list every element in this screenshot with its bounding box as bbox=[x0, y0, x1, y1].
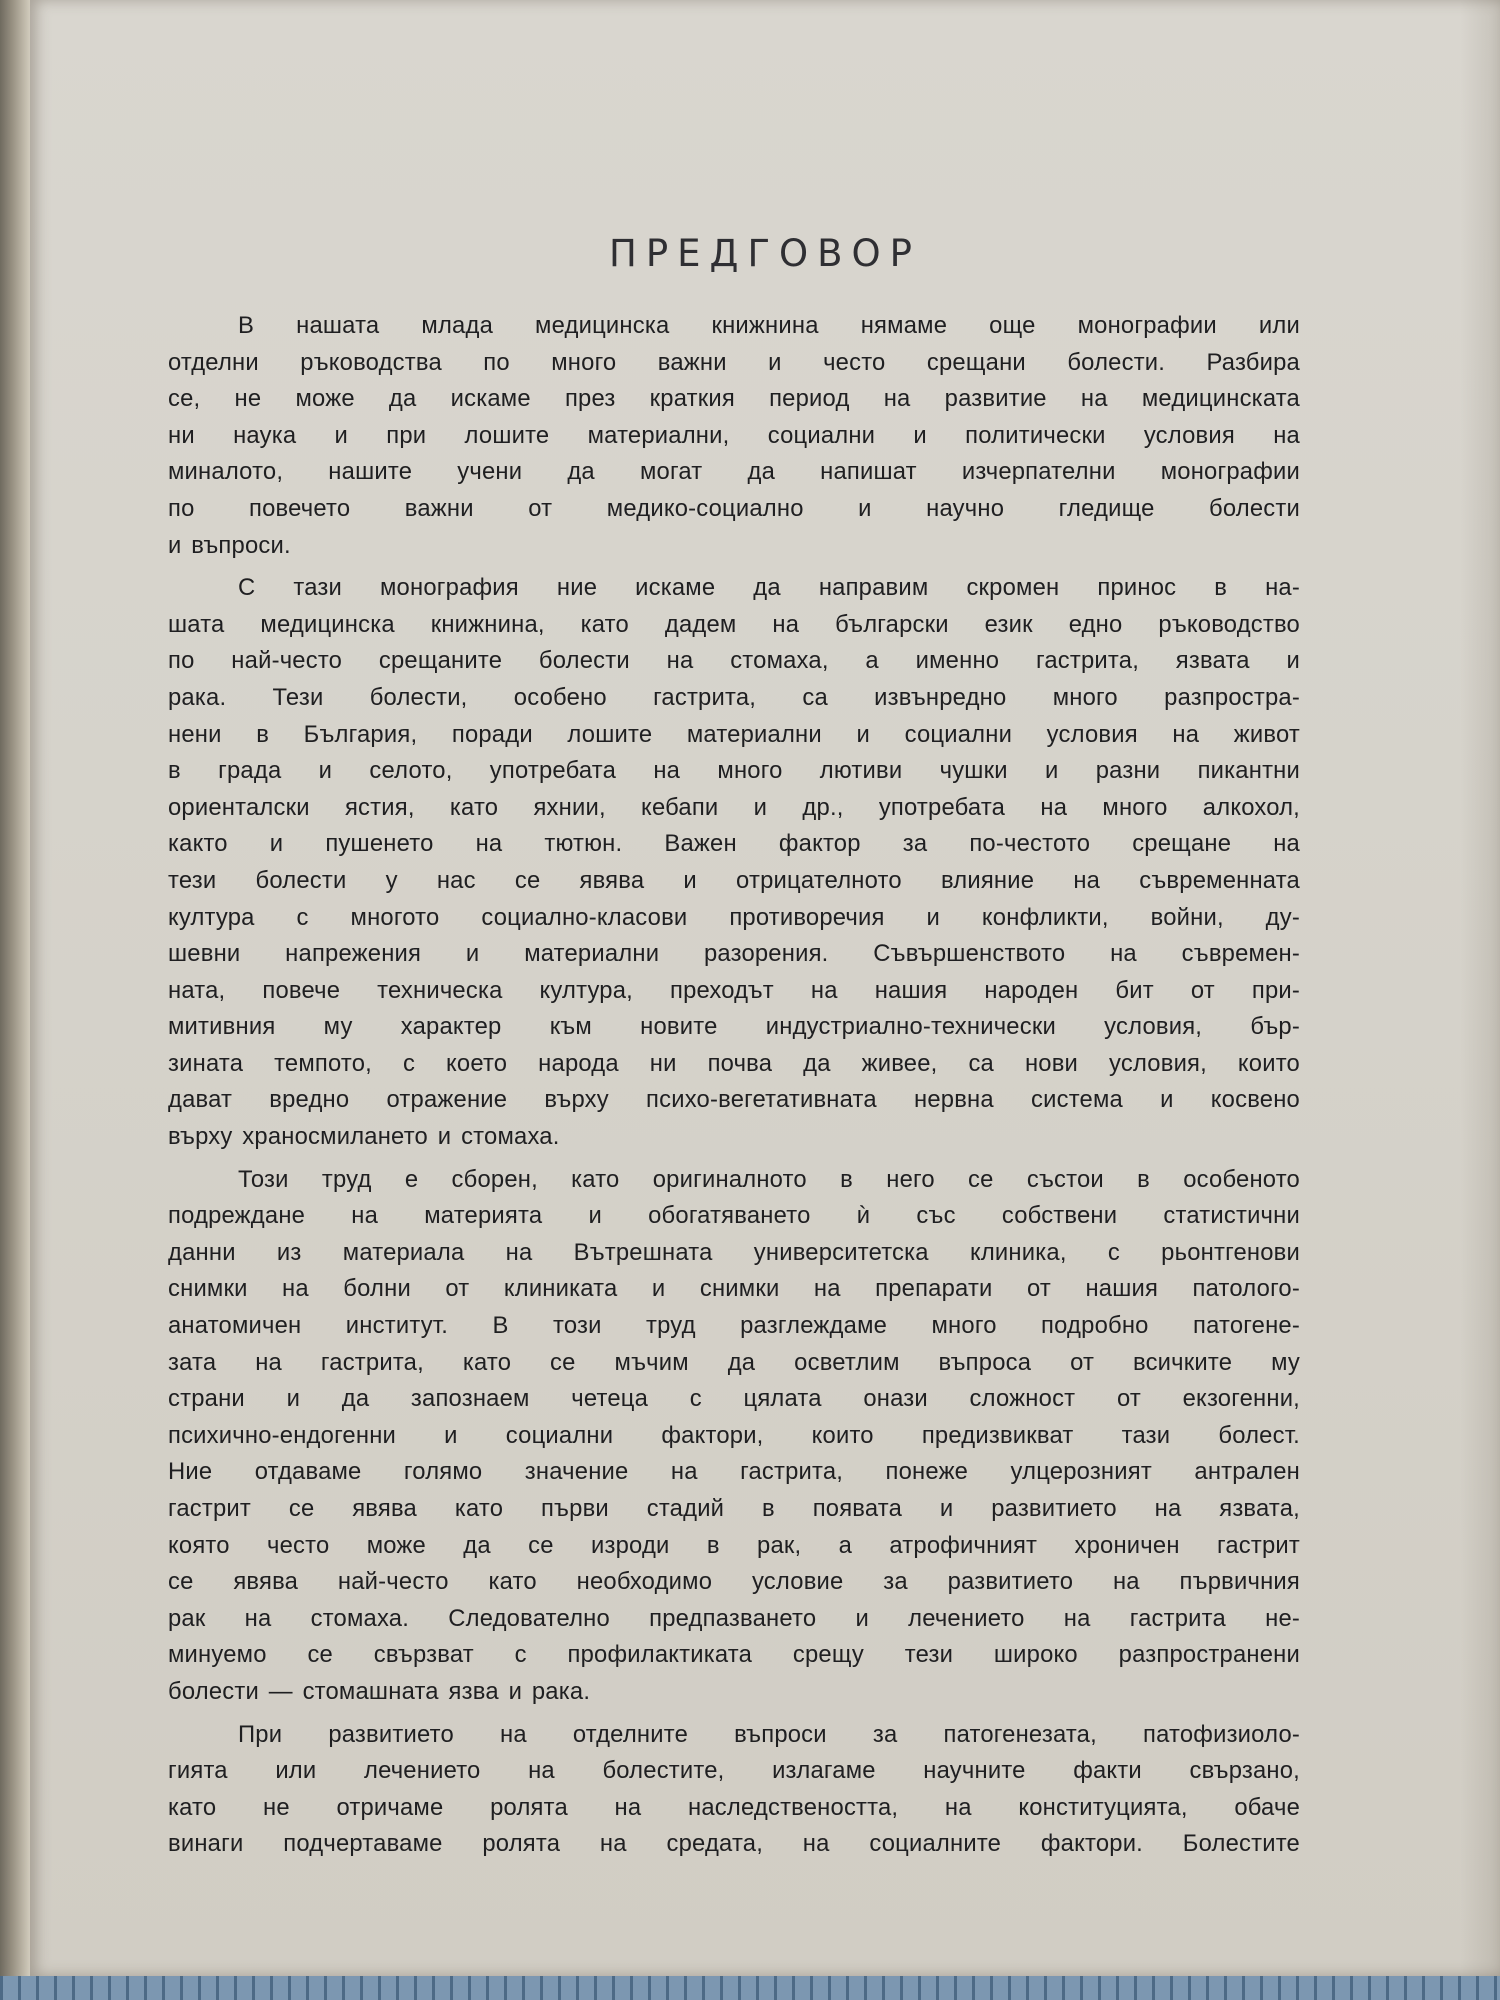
text-line: култура с многото социално-класови противоречия и конфликти, войни, ду- bbox=[168, 903, 1300, 931]
text-line: рака. Тези болести, особено гастрита, са извънредно много разпростра- bbox=[168, 683, 1300, 711]
paragraph bbox=[168, 570, 1300, 1156]
paragraph bbox=[168, 308, 1300, 564]
text-line: ни наука и при лошите материални, социални и политически условия на bbox=[168, 421, 1300, 449]
paragraph bbox=[168, 1717, 1300, 1863]
text-line: зата на гастрита, като се мъчим да осветлим въпроса от всичките му bbox=[168, 1348, 1300, 1376]
page-title: ПРЕДГОВОР bbox=[609, 232, 921, 275]
text-line: В нашата млада медицинска книжнина нямаме още монографии или bbox=[238, 312, 1300, 339]
text-line: тези болести у нас се явява и отрицателното влияние на съвременната bbox=[168, 866, 1300, 894]
tablecloth-strip bbox=[0, 1976, 1500, 2000]
text-line: минуемо се свързват с профилактиката срещу тези широко разпространени bbox=[168, 1641, 1300, 1669]
text-line: гията или лечението на болестите, излагаме научните факти свързано, bbox=[168, 1757, 1300, 1785]
text-line: При развитието на отделните въпроси за патогенезата, патофизиоло- bbox=[238, 1720, 1300, 1748]
text-line: както и пушенето на тютюн. Важен фактор за по-честото срещане на bbox=[168, 830, 1300, 858]
paragraph bbox=[168, 1162, 1300, 1711]
text-line: и въпроси. bbox=[168, 531, 291, 559]
text-line: Този труд е сборен, като оригиналното в него се състои в особеното bbox=[238, 1165, 1300, 1193]
text-line: отделни ръководства по много важни и често срещани болести. Разбира bbox=[168, 348, 1300, 376]
text-line: миналото, нашите учени да могат да напишат изчерпателни монографии bbox=[168, 458, 1300, 486]
book-page bbox=[30, 0, 1500, 1976]
text-line: в града и селото, употребата на много лютиви чушки и разни пикантни bbox=[168, 757, 1300, 785]
preface-text bbox=[168, 308, 1300, 1869]
text-line: болести — стомашната язва и рака. bbox=[168, 1677, 591, 1705]
text-line: ната, повече техническа култура, преходът на нашия народен бит от при- bbox=[168, 976, 1300, 1004]
text-line: която често може да се изроди в рак, а атрофичният хроничен гастрит bbox=[168, 1531, 1300, 1559]
text-line: страни и да запознаем четеца с цялата онази сложност от екзогенни, bbox=[168, 1385, 1300, 1413]
text-line: по повечето важни от медико-социално и научно гледище болести bbox=[168, 494, 1300, 522]
text-line: данни из материала на Вътрешната университетска клиника, с рьонтгенови bbox=[168, 1238, 1300, 1266]
text-line: по най-често срещаните болести на стомаха, а именно гастрита, язвата и bbox=[168, 647, 1300, 675]
text-line: подреждане на материята и обогатяването ѝ със собствени статистични bbox=[168, 1202, 1300, 1230]
text-line: се явява най-често като необходимо условие за развитието на първичния bbox=[168, 1568, 1300, 1596]
book-binding-edge bbox=[0, 0, 30, 2000]
text-line: нени в България, поради лошите материални и социални условия на живот bbox=[168, 720, 1300, 748]
text-line: митивния му характер към новите индустриално-технически условия, бър- bbox=[168, 1013, 1300, 1041]
text-line: рак на стомаха. Следователно предпазването и лечението на гастрита не- bbox=[168, 1604, 1300, 1632]
text-line: се, не може да искаме през краткия период на развитие на медицинската bbox=[168, 385, 1300, 413]
text-line: анатомичен институт. В този труд разглеждаме много подробно патогене- bbox=[168, 1312, 1300, 1340]
text-line: като не отричаме ролята на наследствеността, на конституцията, обаче bbox=[168, 1793, 1300, 1821]
text-line: С тази монография ние искаме да направим скромен принос в на- bbox=[238, 574, 1300, 602]
text-line: Ние отдаваме голямо значение на гастрита, понеже улцерозният антрален bbox=[168, 1458, 1300, 1486]
text-line: върху храносмилането и стомаха. bbox=[168, 1123, 560, 1151]
text-line: шата медицинска книжнина, като дадем на български език едно ръководство bbox=[168, 610, 1300, 638]
text-line: дават вредно отражение върху психо-вегетативната нервна система и косвено bbox=[168, 1086, 1300, 1114]
text-line: снимки на болни от клиниката и снимки на препарати от нашия патолого- bbox=[168, 1275, 1300, 1303]
text-line: психично-ендогенни и социални фактори, които предизвикват тази болест. bbox=[168, 1421, 1300, 1449]
text-line: зината темпото, с което народа ни почва да живее, са нови условия, които bbox=[168, 1049, 1300, 1077]
text-line: шевни напрежения и материални разорения. Съвършенството на съвремен- bbox=[168, 940, 1300, 968]
text-line: ориенталски ястия, като яхнии, кебапи и др., употребата на много алкохол, bbox=[168, 793, 1300, 821]
text-line: гастрит се явява като първи стадий в появата и развитието на язвата, bbox=[168, 1495, 1300, 1522]
text-line: винаги подчертаваме ролята на средата, на социалните фактори. Болестите bbox=[168, 1830, 1300, 1858]
